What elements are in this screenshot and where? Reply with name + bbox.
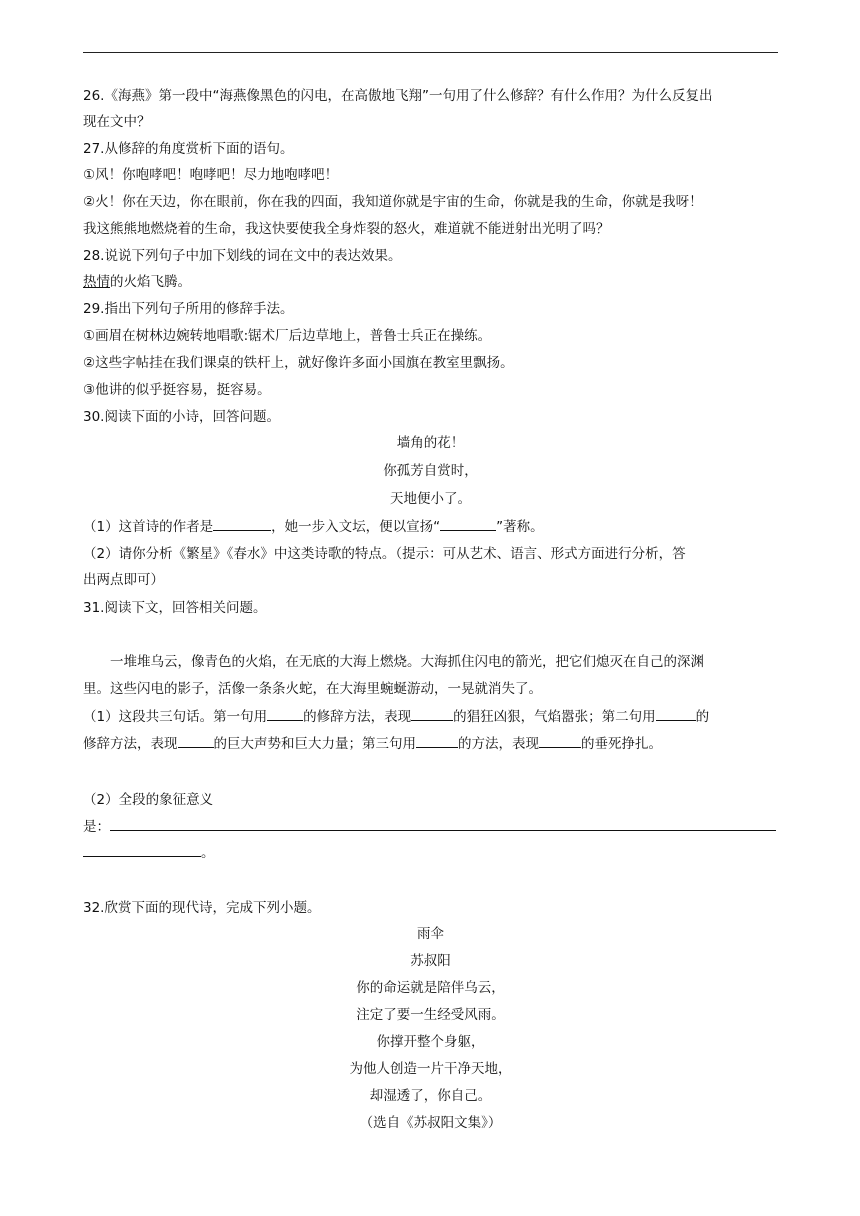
q30-part-1-text-c: ”著称。 (496, 519, 544, 535)
answer-blank[interactable] (440, 516, 496, 531)
q27-sentence-1: ①风！你咆哮吧！咆哮吧！尽力地咆哮吧！ (83, 167, 339, 183)
q27-sentence-2-line1: ②火！你在天边，你在眼前，你在我的四面，我知道你就是宇宙的生命，你就是我的生命，你就是我呀！ (83, 194, 703, 210)
answer-line[interactable] (83, 842, 201, 857)
q32-poem-line-2: 注定了要一生经受风雨。 (356, 1007, 505, 1023)
q30-title: 30.阅读下面的小诗，回答问题。 (83, 409, 280, 425)
q31-part-2-line1: （2）全段的象征意义 (83, 792, 214, 808)
q31-part-1-text-b: 的修辞方法，表现 (303, 709, 412, 725)
q26-text-line1: 26.《海燕》第一段中“海燕像黑色的闪电，在高傲地飞翔”一句用了什么修辞？有什么作用？为什么反复出 (83, 88, 713, 104)
q31-part-1-text-h: 的垂死挣扎。 (581, 736, 662, 752)
q30-part-2-line2: 出两点即可） (83, 572, 164, 588)
answer-blank[interactable] (178, 733, 214, 748)
answer-blank[interactable] (539, 733, 581, 748)
q30-part-1-text-a: （1）这首诗的作者是 (83, 519, 214, 535)
q32-poem-source: （选自《苏叔阳文集》） (359, 1115, 502, 1131)
answer-line[interactable] (110, 816, 776, 831)
q31-part-1-text-e: 修辞方法，表现 (83, 736, 178, 752)
q30-part-1-text-b: ，她一步入文坛，便以宣扬“ (271, 519, 441, 535)
q30-poem-line-2: 你孤芳自赏时， (383, 463, 478, 479)
q27-title: 27.从修辞的角度赏析下面的语句。 (83, 141, 294, 157)
q29-sentence-1: ①画眉在树林边婉转地唱歌:锯术厂后边草地上，普鲁士兵正在操练。 (83, 328, 492, 344)
q29-sentence-2: ②这些字帖挂在我们课桌的铁杆上，就好像许多面小国旗在教室里飘扬。 (83, 355, 514, 371)
q31-title: 31.阅读下文，回答相关问题。 (83, 600, 267, 616)
q32-poem-author: 苏叔阳 (410, 953, 451, 969)
q32-poem-line-3: 你撑开整个身躯， (376, 1034, 485, 1050)
q31-part-1-text-g: 的方法，表现 (458, 736, 539, 752)
q32-poem-line-5: 却湿透了，你自己。 (369, 1088, 492, 1104)
header-rule (83, 52, 778, 53)
q27-sentence-2-line2: 我这熊熊地燃烧着的生命，我这快要使我全身炸裂的怒火，难道就不能迸射出光明了吗？ (83, 221, 610, 237)
q31-part-1-text-a: （1）这段共三句话。第一句用 (83, 709, 268, 725)
q31-part-2-label: 是： (83, 819, 110, 835)
answer-blank[interactable] (411, 706, 453, 721)
q28-underlined-word: 热情 (83, 274, 110, 290)
q30-part-2-line1: （2）请你分析《繁星》《春水》中这类诗歌的特点。（提示：可从艺术、语言、形式方面进行分析，答 (83, 546, 686, 562)
answer-blank[interactable] (656, 706, 696, 721)
q31-passage-line1: 一堆堆乌云，像青色的火焰，在无底的大海上燃烧。大海抓住闪电的箭光，把它们熄灭在自己的深渊 (110, 654, 704, 670)
answer-blank[interactable] (416, 733, 458, 748)
q31-part-1-text-f: 的巨大声势和巨大力量；第三句用 (213, 736, 416, 752)
q31-part-2-line3 (83, 842, 215, 863)
q26-text-line2: 现在文中？ (83, 114, 151, 130)
q31-part-1-text-d: 的 (695, 709, 710, 725)
q31-part-2-line2 (83, 816, 778, 837)
q31-part-1-line1 (83, 706, 709, 727)
q30-part-1 (83, 516, 544, 537)
q32-poem-line-4: 为他人创造一片干净天地， (349, 1061, 512, 1077)
q31-part-1-text-c: 的猖狂凶狠，气焰嚣张；第二句用 (453, 709, 656, 725)
q32-poem-title: 雨伞 (417, 926, 444, 942)
q28-sentence (83, 272, 191, 292)
answer-blank[interactable] (267, 706, 303, 721)
q29-sentence-3: ③他讲的似乎挺容易，挺容易。 (83, 382, 271, 398)
q31-part-1-line2 (83, 733, 662, 754)
q28-sentence-rest: 的火焰飞腾。 (110, 274, 191, 290)
q32-poem-line-1: 你的命运就是陪伴乌云， (356, 980, 505, 996)
answer-blank[interactable] (213, 516, 271, 531)
q28-title: 28.说说下列句子中加下划线的词在文中的表达效果。 (83, 248, 402, 264)
q29-title: 29.指出下列句子所用的修辞手法。 (83, 301, 294, 317)
q32-title: 32.欣赏下面的现代诗，完成下列小题。 (83, 900, 321, 916)
q30-poem-line-1: 墙角的花！ (396, 435, 465, 451)
q31-part-2-end: 。 (201, 845, 215, 861)
q30-poem-line-3: 天地便小了。 (390, 491, 471, 507)
q31-passage-line2: 里。这些闪电的影子，活像一条条火蛇，在大海里蜿蜒游动，一晃就消失了。 (83, 681, 542, 697)
